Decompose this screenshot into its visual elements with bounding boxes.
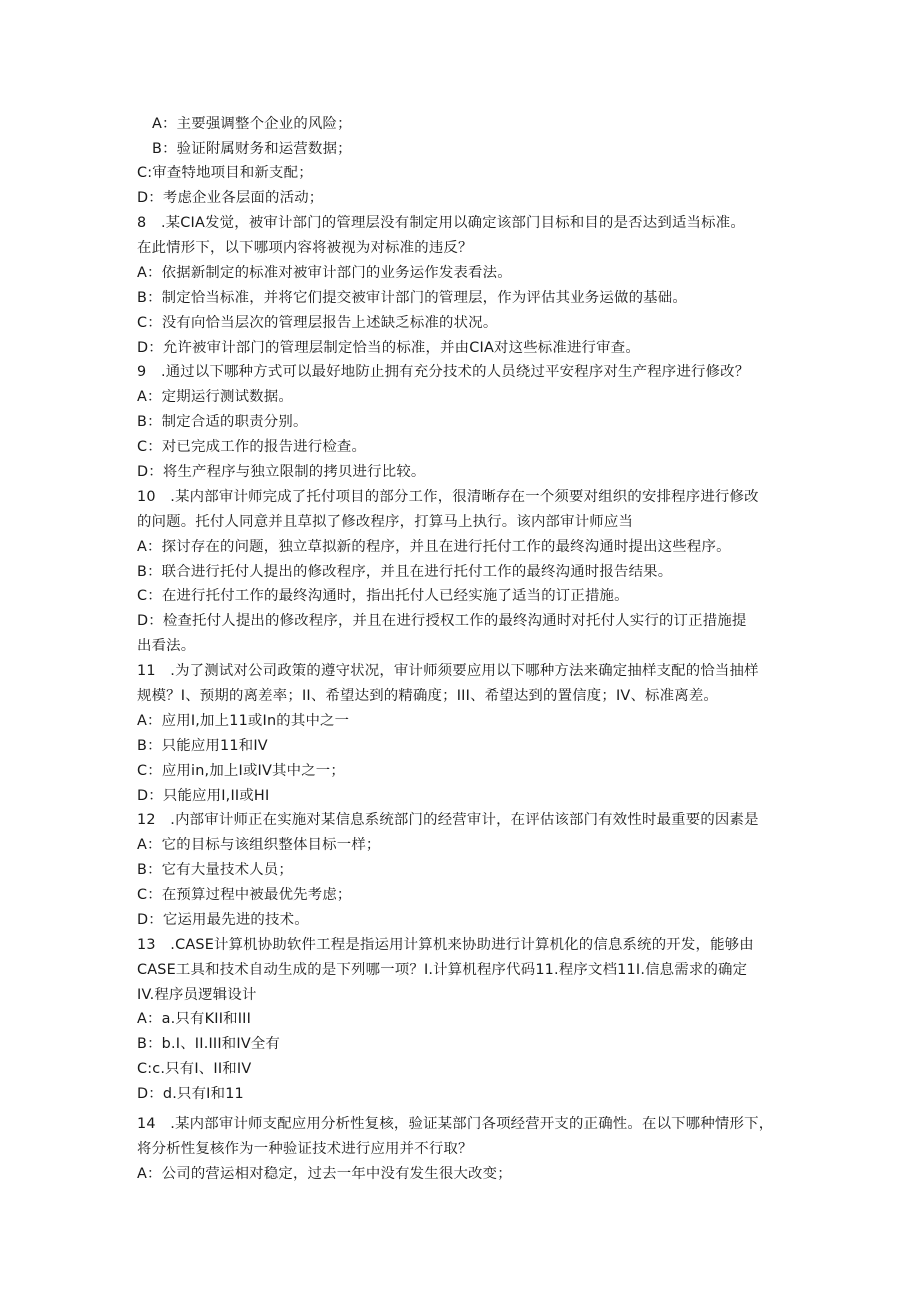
- option-d-line: D：考虑企业各层面的活动；: [137, 190, 324, 206]
- question-11-option-b: B：只能应用11和IV: [137, 738, 268, 754]
- question-13-option-a: A：a.只有KII和III: [137, 1011, 252, 1027]
- question-9-line-1: 9 .通过以下哪种方式可以最好地防止拥有充分技术的人员绕过平安程序对生产程序进行修改？: [137, 364, 750, 380]
- question-9-option-d: D：将生产程序与独立限制的拷贝进行比较。: [137, 464, 426, 480]
- option-b-line: B：验证附属财务和运营数据；: [152, 141, 352, 157]
- question-12-option-b: B：它有大量技术人员；: [137, 862, 293, 878]
- question-9-option-c: C：对已完成工作的报告进行检查。: [137, 439, 367, 455]
- option-c-line: C:审查特地项目和新支配；: [137, 165, 313, 181]
- question-8-line-1: 8 .某CIA发觉，被审计部门的管理层没有制定用以确定该部门目标和目的是否达到适当标准。: [137, 215, 745, 231]
- question-8-option-d: D：允许被审计部门的管理层制定恰当的标准，并由CIA对这些标准进行审查。: [137, 340, 640, 356]
- question-12-line-1: 12 .内部审计师正在实施对某信息系统部门的经营审计，在评估该部门有效性时最重要的因素是: [137, 812, 759, 828]
- question-10-line-1: 10 .某内部审计师完成了托付项目的部分工作，很清晰存在一个须要对组织的安排程序进行修改: [137, 489, 759, 505]
- question-14-option-a: A：公司的营运相对稳定，过去一年中没有发生很大改变；: [137, 1166, 512, 1182]
- question-8-option-c: C：没有向恰当层次的管理层报告上述缺乏标准的状况。: [137, 315, 498, 331]
- question-14-line-1: 14 .某内部审计师支配应用分析性复核，验证某部门各项经营开支的正确性。在以下哪种情形下，: [137, 1116, 774, 1132]
- question-11-line-2: 规模？I、预期的离差率；II、希望达到的精确度；III、希望达到的置信度；IV、标准离差。: [137, 688, 719, 704]
- option-a-line: A：主要强调整个企业的风险；: [152, 116, 352, 132]
- question-8-option-a: A：依据新制定的标准对被审计部门的业务运作发表看法。: [137, 265, 512, 281]
- question-12-option-a: A：它的目标与该组织整体目标一样；: [137, 837, 381, 853]
- question-13-option-d: D：d.只有I和11: [137, 1086, 244, 1102]
- question-9-option-b: B：制定合适的职责分别。: [137, 414, 308, 430]
- question-13-line-3: IV.程序员逻辑设计: [137, 987, 257, 1003]
- question-10-option-a: A：探讨存在的问题，独立草拟新的程序，并且在进行托付工作的最终沟通时提出这些程序。: [137, 539, 731, 555]
- question-11-line-1: 11 .为了测试对公司政策的遵守状况，审计师须要应用以下哪种方法来确定抽样支配的恰当抽样: [137, 663, 759, 679]
- question-13-line-2: CASE工具和技术自动生成的是下列哪一项？I.计算机程序代码11.程序文档11I.信息需求的确定: [137, 962, 748, 978]
- question-10-option-d-line-2: 出看法。: [137, 638, 196, 654]
- question-12-option-d: D：它运用最先进的技术。: [137, 912, 309, 928]
- question-12-option-c: C：在预算过程中被最优先考虑；: [137, 887, 352, 903]
- question-9-option-a: A：定期运行测试数据。: [137, 389, 293, 405]
- question-13-option-c: C:c.只有I、II和IV: [137, 1061, 252, 1077]
- question-11-option-d: D：只能应用I,II或HI: [137, 788, 270, 804]
- question-10-option-c: C：在进行托付工作的最终沟通时，指出托付人已经实施了适当的订正措施。: [137, 588, 629, 604]
- question-11-option-a: A：应用I,加上11或In的其中之一: [137, 713, 350, 729]
- question-14-line-2: 将分析性复核作为一种验证技术进行应用并不行取？: [137, 1141, 473, 1157]
- question-13-line-1: 13 .CASE计算机协助软件工程是指运用计算机来协助进行计算机化的信息系统的开发，能够由: [137, 937, 754, 953]
- question-8-option-b: B：制定恰当标准，并将它们提交被审计部门的管理层，作为评估其业务运做的基础。: [137, 290, 687, 306]
- question-10-option-b: B：联合进行托付人提出的修改程序，并且在进行托付工作的最终沟通时报告结果。: [137, 564, 673, 580]
- question-10-option-d-line-1: D：检查托付人提出的修改程序，并且在进行授权工作的最终沟通时对托付人实行的订正措施提: [137, 613, 747, 629]
- question-13-option-b: B：b.I、II.III和IV全有: [137, 1036, 281, 1052]
- question-10-line-2: 的问题。托付人同意并且草拟了修改程序，打算马上执行。该内部审计师应当: [137, 514, 634, 530]
- question-11-option-c: C：应用in,加上I或IV其中之一；: [137, 763, 345, 779]
- question-8-line-2: 在此情形下，以下哪项内容将被视为对标准的违反？: [137, 240, 473, 256]
